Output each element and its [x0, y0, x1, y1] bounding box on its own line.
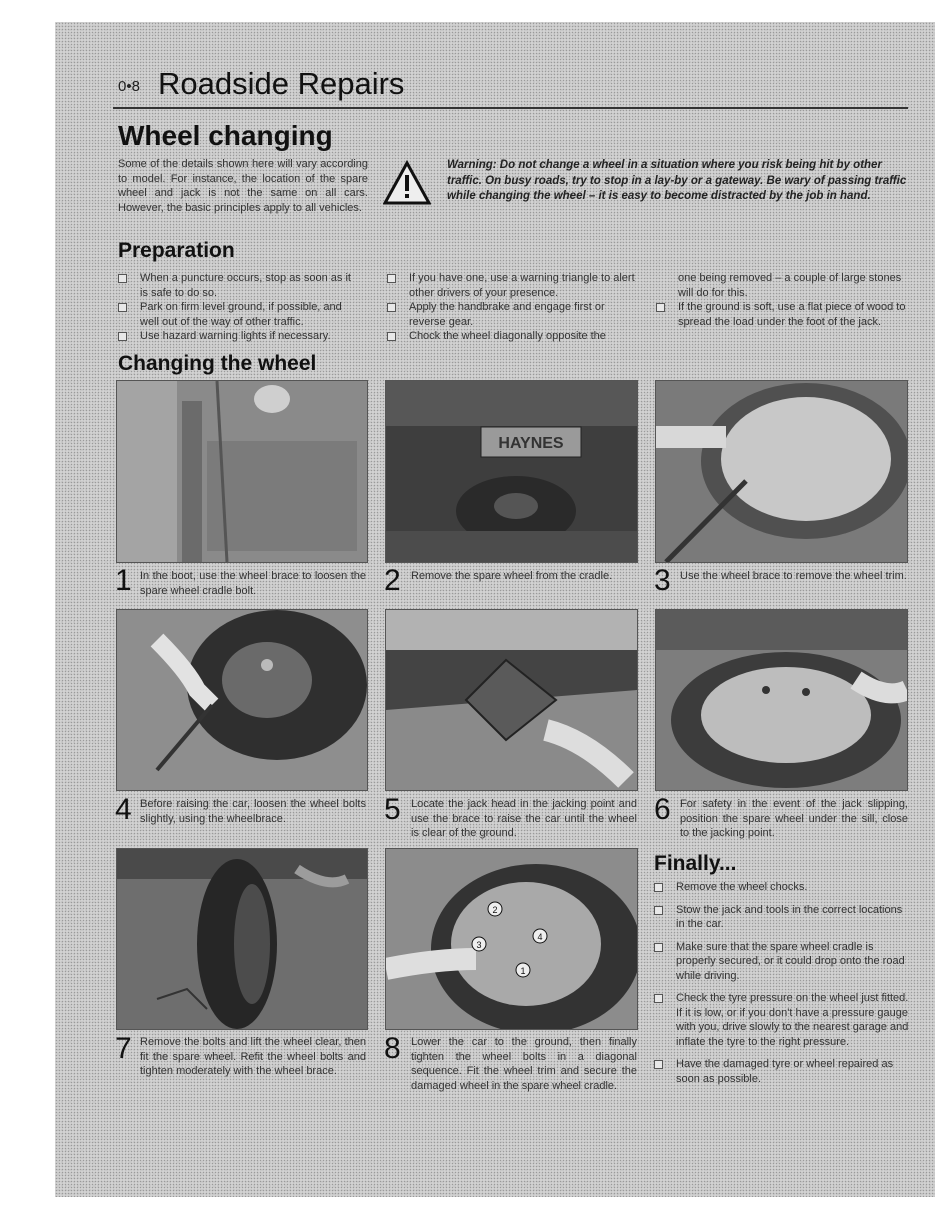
- checklist-item: [654, 940, 910, 984]
- checkbox-icon: [387, 303, 396, 312]
- preparation-heading: Preparation: [118, 239, 235, 262]
- step-3-photo: [655, 380, 908, 563]
- step-6-number: 6: [654, 793, 671, 826]
- checklist-item: [656, 300, 906, 329]
- checklist-item: [387, 300, 642, 329]
- checklist-text: If the ground is soft, use a flat piece of wood to spread the load under the foot of the jack.: [678, 301, 906, 328]
- checklist-item: [118, 329, 358, 344]
- checklist-text: Park on firm level ground, if possible, and well out of the way of other traffic.: [140, 301, 342, 328]
- warning-text: Warning: Do not change a wheel in a situation where you risk being hit by other traffic. On busy roads, try to stop in a lay-by or a gateway. Be wary of passing traffic while changing the wheel – it is easy to become distracted by the job in hand.: [447, 159, 907, 202]
- bolt-label: 2: [492, 905, 498, 915]
- checkbox-icon: [387, 332, 396, 341]
- preparation-col-3: [656, 271, 906, 329]
- checklist-item: [387, 271, 642, 300]
- bolt-label: 3: [476, 940, 482, 950]
- step-4-photo: [116, 609, 368, 791]
- checkbox-icon: [656, 303, 665, 312]
- checklist-item: [654, 880, 910, 895]
- changing-heading: Changing the wheel: [118, 352, 317, 375]
- step-4-number: 4: [115, 793, 132, 826]
- step-8-number: 8: [384, 1032, 401, 1065]
- section-title: Roadside Repairs: [158, 66, 405, 101]
- step-4-caption: Before raising the car, loosen the wheel bolts slightly, using the wheelbrace.: [140, 798, 366, 825]
- checkbox-icon: [654, 994, 663, 1003]
- checkbox-icon: [118, 274, 127, 283]
- checkbox-icon: [654, 1060, 663, 1069]
- step-5-number: 5: [384, 793, 401, 826]
- checkbox-icon: [118, 332, 127, 341]
- haynes-plate: HAYNES: [498, 435, 564, 452]
- header-rule: [113, 107, 908, 109]
- step-5-caption: Locate the jack head in the jacking point and use the brace to raise the car until the wheel is clear of the ground.: [411, 798, 637, 839]
- step-6-photo: [655, 609, 908, 791]
- step-2-photo: [385, 380, 638, 563]
- checkbox-icon: [654, 943, 663, 952]
- finally-heading: Finally...: [654, 852, 737, 875]
- warning-triangle-icon: [383, 160, 431, 206]
- checklist-item: [118, 271, 358, 300]
- checklist-text: Check the tyre pressure on the wheel just fitted. If it is low, or if you don't have a pressure gauge with you, drive slowly to the nearest garage and inflate the tyre to the right pressure.: [676, 992, 909, 1048]
- step-8-photo: [385, 848, 638, 1030]
- checklist-item: [654, 1057, 910, 1086]
- preparation-col-2: [387, 271, 642, 344]
- checkbox-icon: [654, 883, 663, 892]
- page-number: 0•8: [118, 78, 140, 95]
- checklist-text: one being removed – a couple of large stones will do for this.: [678, 272, 902, 299]
- step-2-caption: Remove the spare wheel from the cradle.: [411, 570, 613, 582]
- step-1-photo: [116, 380, 368, 563]
- checklist-text: Use hazard warning lights if necessary.: [140, 330, 331, 342]
- step-2-number: 2: [384, 564, 401, 597]
- checklist-text: Stow the jack and tools in the correct locations in the car.: [676, 903, 903, 930]
- step-3-number: 3: [654, 564, 671, 597]
- checklist-text: Remove the wheel chocks.: [676, 881, 808, 893]
- checklist-text: Make sure that the spare wheel cradle is properly secured, or it could drop onto the road while driving.: [676, 940, 905, 982]
- step-7-photo: [116, 848, 368, 1030]
- page-heading: Wheel changing: [118, 120, 333, 151]
- step-1-number: 1: [115, 564, 132, 597]
- step-1-caption: In the boot, use the wheel brace to loosen the spare wheel cradle bolt.: [140, 570, 366, 597]
- checklist-text: If you have one, use a warning triangle to alert other drivers of your presence.: [409, 272, 635, 299]
- step-6-caption: For safety in the event of the jack slipping, position the spare wheel under the sill, close to the jacking point.: [680, 798, 908, 839]
- checklist-text: When a puncture occurs, stop as soon as it is safe to do so.: [140, 272, 351, 299]
- checklist-text: Chock the wheel diagonally opposite the: [409, 330, 606, 342]
- checklist-item: [118, 300, 358, 329]
- step-3-caption: Use the wheel brace to remove the wheel trim.: [680, 570, 907, 582]
- checkbox-icon: [654, 906, 663, 915]
- step-5-photo: [385, 609, 638, 791]
- step-7-number: 7: [115, 1032, 132, 1065]
- intro-paragraph: Some of the details shown here will vary according to model. For instance, the location of the spare wheel and jack is not the same on all cars. However, the basic principles apply to all vehicles.: [118, 158, 368, 214]
- checklist-item: [654, 903, 910, 932]
- bolt-label: 4: [537, 932, 543, 942]
- finally-list: [654, 880, 910, 1094]
- step-7-caption: Remove the bolts and lift the wheel clear, then fit the spare wheel. Refit the wheel bolts and tighten moderately with the wheel brace.: [140, 1036, 366, 1077]
- checklist-text: Have the damaged tyre or wheel repaired as soon as possible.: [676, 1058, 894, 1085]
- checkbox-icon: [387, 274, 396, 283]
- checklist-item: [654, 991, 910, 1049]
- checkbox-icon: [118, 303, 127, 312]
- checklist-item: [387, 329, 642, 344]
- checklist-text: Apply the handbrake and engage first or reverse gear.: [409, 301, 605, 328]
- step-8-caption: Lower the car to the ground, then finally tighten the wheel bolts in a diagonal sequence. Fit the wheel trim and secure the damaged wheel in the spare wheel cradle.: [411, 1036, 637, 1092]
- bolt-label: 1: [520, 966, 526, 976]
- checklist-continuation: [656, 271, 906, 300]
- preparation-col-1: [118, 271, 358, 344]
